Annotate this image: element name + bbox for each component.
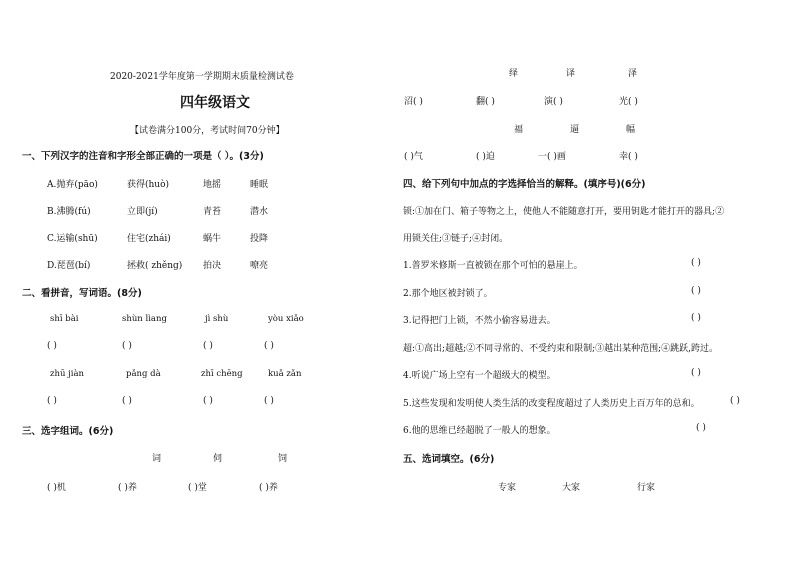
q2-heading: 二、看拼音，写词语。(8分) [22, 288, 142, 299]
q2-pinyin-5: zhū jiàn [50, 369, 85, 379]
q1-a-word1: A.抛弃(pāo) [47, 180, 98, 190]
q2-blank-1[interactable]: ( ) [47, 341, 57, 351]
r-char-6: 幅 [626, 125, 636, 135]
q1-c-word3: 蜗牛 [203, 234, 222, 244]
r-fill-3[interactable]: 演( ) [544, 97, 563, 107]
q5-word-1: 专家 [498, 483, 517, 493]
q5-heading: 五、选词填空。(6分) [403, 454, 495, 465]
q3-char-3: 饲 [278, 454, 288, 464]
q2-pinyin-7: zhī chēng [201, 369, 243, 379]
r-fill-5[interactable]: ( )气 [404, 152, 423, 162]
r-char-4: 福 [514, 125, 524, 135]
q2-pinyin-4: yòu xiǎo [268, 314, 304, 324]
q2-pinyin-2: shùn lìang [122, 314, 167, 324]
exam-title: 2020-2021学年度第一学期期末质量检测试卷 [110, 72, 294, 82]
q4-answer-1[interactable]: ( ) [691, 258, 701, 268]
q2-pinyin-3: jì shù [205, 314, 229, 324]
q4-definition-suo-2: 用锁关住;③链子;④封闭。 [403, 234, 509, 244]
q2-blank-8[interactable]: ( ) [264, 396, 274, 406]
r-fill-2[interactable]: 翻( ) [476, 97, 495, 107]
q4-answer-2[interactable]: ( ) [691, 286, 701, 296]
q2-blank-6[interactable]: ( ) [122, 396, 132, 406]
q2-blank-5[interactable]: ( ) [47, 396, 57, 406]
q2-blank-4[interactable]: ( ) [264, 341, 274, 351]
q4-sentence-5: 5.这些发现和发明使人类生活的改变程度超过了人类历史上百万年的总和。 [403, 399, 700, 409]
q3-heading: 三、选字组词。(6分) [22, 426, 114, 437]
q4-sentence-3: 3.记得把门上锁，不然小偷容易进去。 [403, 316, 556, 326]
q1-d-word3: 拍决 [203, 261, 222, 271]
r-fill-4[interactable]: 光( ) [619, 97, 638, 107]
q4-definition-chao: 超:①高出;超越;②不同寻常的、不受约束和限制;③越出某种范围;④跳跃,跨过。 [403, 344, 719, 354]
q1-d-word4: 嘹亮 [250, 261, 269, 271]
q1-c-word4: 投降 [250, 234, 269, 244]
q1-c-word1: C.运输(shū) [47, 234, 98, 244]
q4-answer-3[interactable]: ( ) [691, 313, 701, 323]
q3-char-2: 伺 [213, 454, 223, 464]
q3-item-4[interactable]: ( )养 [259, 483, 278, 493]
q2-blank-3[interactable]: ( ) [203, 341, 213, 351]
q1-b-word1: B.沸腾(fú) [47, 207, 91, 217]
r-fill-7[interactable]: 一( )画 [538, 152, 566, 162]
q2-pinyin-8: kuǎ zǎn [268, 369, 302, 379]
q3-item-3[interactable]: ( )堂 [188, 483, 207, 493]
q4-answer-5[interactable]: ( ) [730, 396, 740, 406]
q3-char-1: 词 [152, 454, 162, 464]
q1-d-word1: D.琵琶(bí) [47, 261, 91, 271]
q4-answer-4[interactable]: ( ) [691, 368, 701, 378]
r-fill-1[interactable]: 沼( ) [404, 97, 423, 107]
r-fill-6[interactable]: ( )迫 [476, 152, 495, 162]
q5-word-3: 行家 [637, 483, 656, 493]
q1-b-word4: 潜水 [250, 207, 269, 217]
q1-c-word2: 住宅(zhái) [127, 234, 171, 244]
q1-b-word2: 立即(jí) [127, 207, 158, 217]
q4-heading: 四、给下列句中加点的字选择恰当的解释。(填序号)(6分) [403, 179, 646, 190]
q3-item-1[interactable]: ( )机 [47, 483, 66, 493]
r-char-3: 泽 [628, 69, 638, 79]
q1-d-word2: 拯救( zhěng) [127, 261, 183, 271]
q1-b-word3: 青苔 [203, 207, 222, 217]
q4-answer-6[interactable]: ( ) [696, 423, 706, 433]
q1-a-word2: 获得(huò) [127, 180, 170, 190]
q1-heading: 一、下列汉字的注音和字形全部正确的一项是（ ）。(3分) [22, 151, 264, 162]
r-char-2: 译 [566, 69, 576, 79]
exam-note: 【试卷满分100分，考试时间70分钟】 [130, 126, 285, 136]
r-fill-8[interactable]: 幸( ) [619, 152, 638, 162]
q1-a-word4: 睡眠 [250, 180, 269, 190]
q2-blank-2[interactable]: ( ) [122, 341, 132, 351]
q2-pinyin-6: pǎng dà [126, 369, 161, 379]
q4-sentence-1: 1.普罗米修斯一直被锁在那个可怕的悬崖上。 [403, 261, 583, 271]
r-char-5: 逼 [570, 125, 580, 135]
q2-blank-7[interactable]: ( ) [203, 396, 213, 406]
q4-sentence-4: 4.听说广场上空有一个超级大的模型。 [403, 371, 556, 381]
q2-pinyin-1: shī bài [50, 314, 79, 324]
q4-sentence-6: 6.他的思维已经超脱了一般人的想象。 [403, 426, 556, 436]
grade-subject-title: 四年级语文 [180, 95, 250, 111]
r-char-1: 绎 [509, 69, 519, 79]
q4-sentence-2: 2.那个地区被封锁了。 [403, 289, 493, 299]
q4-definition-suo-1: 锁:①加在门、箱子等物之上，使他人不能随意打开，要用钥匙才能打开的器具;② [403, 207, 725, 217]
q1-a-word3: 地摇 [203, 180, 222, 190]
q3-item-2[interactable]: ( )养 [118, 483, 137, 493]
q5-word-2: 大家 [562, 483, 581, 493]
